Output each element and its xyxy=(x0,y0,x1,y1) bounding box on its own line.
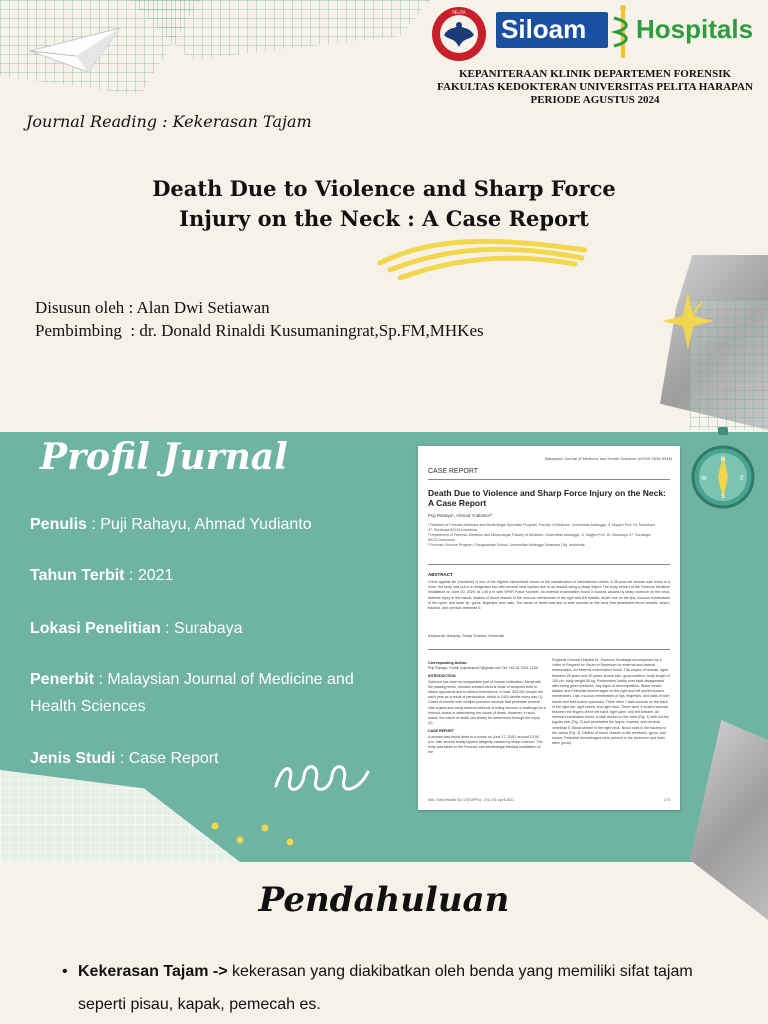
supervisor-credit: Pembimbing : dr. Donald Rinaldi Kusumaningrat,Sp.FM,MHKes xyxy=(35,321,484,340)
header-line-3: PERIODE AGUSTUS 2024 xyxy=(530,94,660,106)
siloam-caduceus-icon xyxy=(610,4,636,60)
paper-affiliations xyxy=(428,523,658,548)
profile-label: Tahun Terbit xyxy=(30,567,125,584)
paper-corresponding-heading: Corresponding Author: xyxy=(428,661,468,665)
hospitals-wordmark: Hospitals xyxy=(636,14,754,44)
paper-case-heading: CASE REPORT xyxy=(428,729,454,734)
decor-grid-top xyxy=(130,0,430,60)
sparkle-star-icon xyxy=(660,290,716,352)
paper-affiliation: ³ Forensic Science Program, Postgraduate School, Universitas Airlangga Surabaya City, Indonesia xyxy=(428,543,585,547)
paper-right-column: Regional General Hospital Dr. Soetomo Surabaya accompanied by a Letter of Request for Visum et Repertum for external and internal examination. An external examination found: The corpse of woman, aged between 28 years and 30 years, brown skin, good nutrition, body length of 150 cm, body weight 55 kg. Postmortem lividity over back disappeared after being given pressure. Any signs of decomposition. Blood vessel dilation and Petechial hemorrhages on the right and left eyelid mucous membranes. Lips, mucous membranes of lips, fingertips, and nails of both hands and feet looked cyanosed. There were 7 stab wounds on the back of the right ear, right cheek, and right neck. There were 4 incised wounds between the fingers of the left hand, right palm, and left forearm. An internal examination found: A stab wound on the neck (Fig. 1) with cut the jugular vein (Fig. 2) and penetrated the larynx, trachea, and cervical vertebrae 5. Blood stream in the right neck. Blood clots in the trachea to the carina (Fig. 3). Dilation of blood vessels in the cerebrum, gyrus, and sulcus. Petechial hemorrhages were present in the cerebrum and brain stem (pons). xyxy=(552,658,670,746)
institution-header xyxy=(425,68,765,107)
bullet-dot: • xyxy=(62,963,68,980)
profile-item-tahun-terbit xyxy=(30,562,370,589)
paper-intro-text: Violence has been an inseparable part of human civilization. Along with the passing times, humans created various kinds of weapons both to attack opponents and to defend themselves. In total, 520,000 people die each year as a result of persecution, which is 1400 deaths every day (1). Cases of murder with multiple puncture wounds that penetrate several vital organs and using several methods of killing become a challenge for a forensic doctor in determining the cause of death. However, in such cases, the cause of death can clearly be determined through the injury (2). xyxy=(428,679,546,726)
header-line-1: KEPANITERAAN KLINIK DEPARTEMEN FORENSIK xyxy=(458,68,732,80)
profile-value: : Surabaya xyxy=(160,620,243,637)
paper-label: CASE REPORT xyxy=(428,468,479,475)
profile-value: : Puji Rahayu, Ahmad Yudianto xyxy=(86,516,312,533)
profile-item-penerbit xyxy=(30,666,370,720)
profile-label: Penerbit xyxy=(30,671,95,688)
svg-text:PELITA: PELITA xyxy=(452,10,466,15)
svg-text:N: N xyxy=(720,456,726,463)
siloam-box xyxy=(496,12,608,48)
svg-text:S: S xyxy=(721,493,725,500)
profile-value: : Malaysian Journal of Medicine and Health Sciences xyxy=(30,671,354,715)
dots-decoration-icon xyxy=(195,818,305,848)
page-title xyxy=(84,174,684,234)
title-line-2: Injury on the Neck : A Case Report xyxy=(179,206,589,231)
siloam-hospitals-logo xyxy=(496,10,758,54)
paper-plane-icon xyxy=(28,26,123,76)
paper-affiliation: ¹ Resident of Forensic Medicine and Medicolegal Specialist Program, Faculty of Medicine, Universitas Airlangga, Jl. Mayjen Prof. Dr. Moestopo 47, Surabaya 60131 Indonesia xyxy=(428,523,655,532)
profile-label: Lokasi Penelitian xyxy=(30,620,161,637)
paper-abstract: Crime against life (homicide) is one of the highest hierarchical crimes in the classification of international crimes. A 28-year-old woman was found in a room, the body was put in a refrigerator box with several neck injuries due to an assault using a sharp object. The body arrived at the Forensic Medicine Installation on June 20, 2020, at 1.50 p.m with SPVR Police Number. An external examination found 3 wounds caused by sharp violence on the neck, defense injury in the hands, dilation of blood vessels in the mucous membranes of the right and left eyelids, bluish hue on the lips, mucous membranes of the upper and lower lip, gums, fingertips, and nails. The cause of death was due to stab wounds on the neck that penetrated blood vessels, larynx, trachea, and cervical vertebrae 5. xyxy=(428,580,670,611)
paper-left-column xyxy=(428,658,546,755)
paper-footer: Mal J Med Health Sci 17(SUPP2): 174-176, April 2021 xyxy=(428,798,515,802)
swirl-decoration-icon xyxy=(272,758,372,798)
profile-value: : 2021 xyxy=(124,567,174,584)
header-line-2: FAKULTAS KEDOKTERAN UNIVERSITAS PELITA HARAPAN xyxy=(437,81,753,93)
journal-paper-preview xyxy=(418,446,680,810)
paper-rule xyxy=(428,564,670,565)
paper-rule xyxy=(428,479,670,480)
siloam-wordmark: Siloam xyxy=(501,14,587,44)
paper-journal-name: Malaysian Journal of Medicine and Health Sciences (eISSN 2636-9346) xyxy=(544,456,672,461)
bullet-definition: kekerasan yang diakibatkan oleh benda yang memiliki sifat tajam seperti pisau, kapak, pemecah es. xyxy=(78,963,693,1013)
intro-bullet-text xyxy=(78,955,738,1021)
profile-label: Jenis Studi xyxy=(30,750,116,767)
paper-page-number: 174 xyxy=(664,798,670,802)
profile-item-penulis xyxy=(30,511,370,538)
profile-title: Profil Jurnal xyxy=(40,436,288,478)
compass-icon xyxy=(690,425,756,515)
profile-label: Penulis xyxy=(30,516,87,533)
paper-intro-heading: INTRODUCTION xyxy=(428,674,456,679)
profile-value: : Case Report xyxy=(115,750,219,767)
svg-text:W: W xyxy=(701,475,707,482)
paper-authors: Puji Rahayu¹, Ahmad Yudianto²³ xyxy=(428,513,492,518)
intro-title: Pendahuluan xyxy=(258,880,510,920)
title-line-1: Death Due to Violence and Sharp Force xyxy=(152,176,616,201)
paper-case-text: A woman was found dead in a house on June 17, 2020, around 10.50 a.m. with several bodily injuries allegedly caused by sharp violence. The body was taken to the Forensic and Medicolegal Medical Installation of the xyxy=(428,734,543,755)
yellow-scribble-icon xyxy=(370,228,600,288)
paper-rule xyxy=(428,649,670,650)
paper-corresponding-text: Puji Rahayu, Email: pujirahayu07@gmail.com Tel: +62 81 2301 1238 xyxy=(428,666,538,671)
paper-title: Death Due to Violence and Sharp Force Injury on the Neck: A Case Report xyxy=(428,488,666,508)
author-credit: Disusun oleh : Alan Dwi Setiawan xyxy=(35,298,270,317)
university-seal-logo xyxy=(430,5,488,63)
paper-affiliation: ² Department of Forensic Medicine and Medicolegal, Faculty of Medicine, Universitas Airlangga, Jl. Mayjen Prof. Dr. Moestopo 47, Surabaya 60131 Indonesia xyxy=(428,533,651,542)
bullet-term: Kekerasan Tajam -> xyxy=(78,963,228,980)
paper-keywords: Keywords: Autopsy, Sharp Trauma, Homicide xyxy=(428,634,505,638)
svg-text:E: E xyxy=(740,475,744,482)
profile-item-lokasi xyxy=(30,615,370,642)
paper-abstract-heading: ABSTRACT xyxy=(428,572,453,577)
journal-reading-label: Journal Reading : Kekerasan Tajam xyxy=(26,112,312,131)
